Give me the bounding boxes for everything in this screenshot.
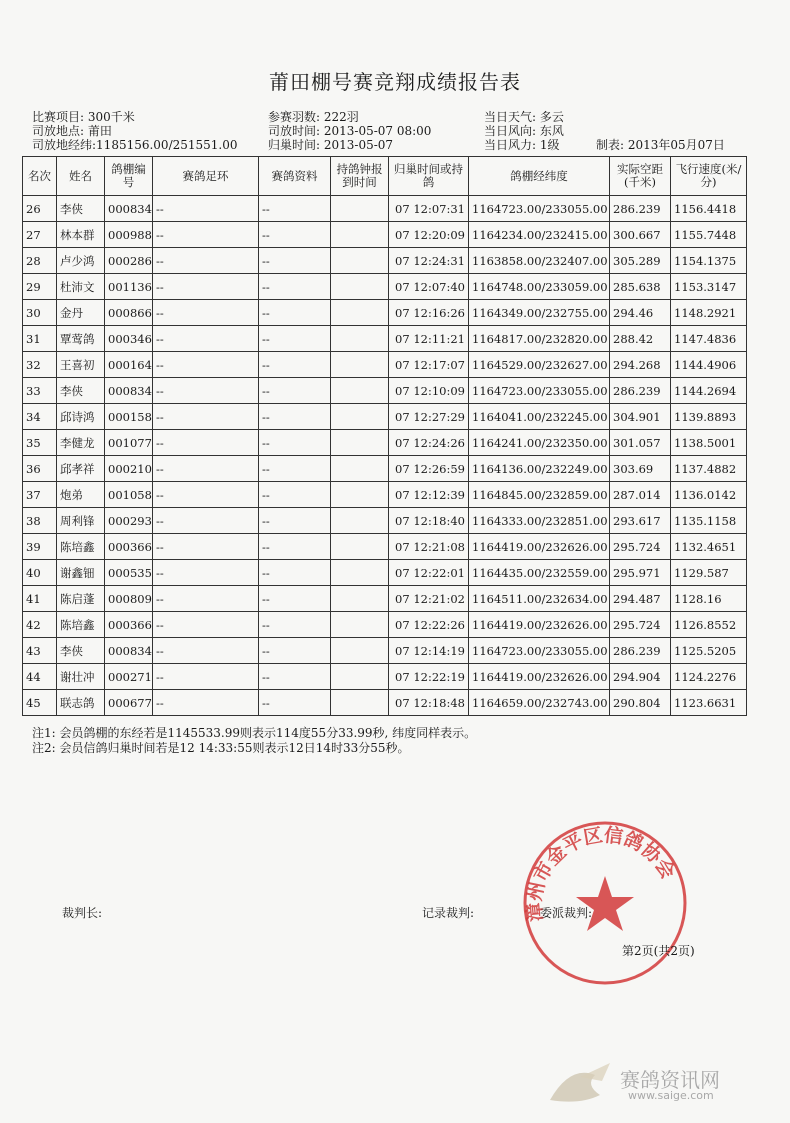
results-body: [23, 196, 747, 716]
table-cell: 32: [23, 352, 57, 378]
table-cell: 1164817.00/232820.00: [469, 326, 610, 352]
table-cell: 周利锋: [57, 508, 105, 534]
table-cell: --: [259, 508, 331, 534]
table-cell: 1164511.00/232634.00: [469, 586, 610, 612]
table-cell: 陈启蓬: [57, 586, 105, 612]
table-cell: 000677: [105, 690, 153, 716]
table-cell: 李侠: [57, 378, 105, 404]
table-cell: 43: [23, 638, 57, 664]
table-cell: 1164419.00/232626.00: [469, 534, 610, 560]
table-cell: --: [153, 274, 259, 300]
table-cell: 07 12:07:31: [389, 196, 469, 222]
table-cell: 1164748.00/233059.00: [469, 274, 610, 300]
seal-text: 漳州市金平区信鸽协会: [523, 824, 679, 923]
table-cell: 07 12:22:01: [389, 560, 469, 586]
table-cell: --: [259, 586, 331, 612]
table-cell: 1156.4418: [671, 196, 747, 222]
table-cell: 1139.8893: [671, 404, 747, 430]
table-row: [23, 326, 747, 352]
table-cell: --: [259, 612, 331, 638]
table-row: [23, 638, 747, 664]
table-row: [23, 352, 747, 378]
table-row: [23, 430, 747, 456]
table-row: [23, 612, 747, 638]
table-cell: 1164349.00/232755.00: [469, 300, 610, 326]
col-header: 飞行速度(米/分): [671, 157, 747, 196]
table-cell: 44: [23, 664, 57, 690]
table-cell: 07 12:22:26: [389, 612, 469, 638]
table-cell: 1164659.00/232743.00: [469, 690, 610, 716]
table-cell: 卢少鸿: [57, 248, 105, 274]
table-row: [23, 534, 747, 560]
record-referee-label: 记录裁判:: [422, 906, 475, 920]
table-cell: 邱诗鸿: [57, 404, 105, 430]
table-cell: 07 12:22:19: [389, 664, 469, 690]
table-cell: 285.638: [610, 274, 671, 300]
race-item: 比赛项目: 300千米: [32, 110, 135, 124]
table-cell: --: [153, 248, 259, 274]
table-cell: [331, 534, 389, 560]
table-cell: 41: [23, 586, 57, 612]
table-row: [23, 222, 747, 248]
table-cell: [331, 326, 389, 352]
made-date: 制表: 2013年05月07日: [596, 138, 725, 152]
table-cell: 07 12:24:31: [389, 248, 469, 274]
table-cell: 295.724: [610, 612, 671, 638]
table-cell: 42: [23, 612, 57, 638]
table-cell: 谢壮冲: [57, 664, 105, 690]
table-cell: --: [259, 352, 331, 378]
table-cell: 37: [23, 482, 57, 508]
table-cell: 1136.0142: [671, 482, 747, 508]
table-cell: 07 12:11:21: [389, 326, 469, 352]
table-cell: [331, 430, 389, 456]
table-cell: 000834: [105, 638, 153, 664]
table-cell: 295.724: [610, 534, 671, 560]
table-cell: 1164723.00/233055.00: [469, 378, 610, 404]
table-cell: 26: [23, 196, 57, 222]
table-cell: 000535: [105, 560, 153, 586]
table-row: [23, 378, 747, 404]
table-cell: 1144.4906: [671, 352, 747, 378]
table-cell: 286.239: [610, 638, 671, 664]
table-cell: --: [153, 586, 259, 612]
table-row: [23, 248, 747, 274]
table-cell: 07 12:26:59: [389, 456, 469, 482]
table-cell: --: [153, 352, 259, 378]
table-cell: --: [259, 274, 331, 300]
table-cell: 07 12:20:09: [389, 222, 469, 248]
table-row: [23, 508, 747, 534]
table-cell: [331, 586, 389, 612]
table-cell: 000346: [105, 326, 153, 352]
table-cell: 1164419.00/232626.00: [469, 612, 610, 638]
table-cell: 1164419.00/232626.00: [469, 664, 610, 690]
table-cell: --: [259, 326, 331, 352]
col-header: 姓名: [57, 157, 105, 196]
release-place: 司放地点: 莆田: [32, 124, 112, 138]
table-cell: --: [153, 638, 259, 664]
table-cell: --: [259, 456, 331, 482]
table-cell: --: [259, 248, 331, 274]
table-cell: --: [259, 638, 331, 664]
table-cell: [331, 638, 389, 664]
table-cell: 1123.6631: [671, 690, 747, 716]
table-cell: --: [259, 222, 331, 248]
table-cell: --: [153, 534, 259, 560]
table-cell: 35: [23, 430, 57, 456]
page-number: 第2页(共2页): [622, 944, 695, 958]
table-cell: --: [259, 534, 331, 560]
table-cell: --: [153, 430, 259, 456]
table-cell: 1164241.00/232350.00: [469, 430, 610, 456]
col-header: 归巢时间或持鸽: [389, 157, 469, 196]
return-date: 归巢时间: 2013-05-07: [268, 138, 394, 152]
table-cell: 000366: [105, 612, 153, 638]
table-cell: 1164333.00/232851.00: [469, 508, 610, 534]
table-cell: 000293: [105, 508, 153, 534]
table-cell: [331, 560, 389, 586]
note-2: 注2: 会员信鸽归巢时间若是12 14:33:55则表示12日14时33分55秒。: [32, 741, 410, 755]
watermark-url: www.saige.com: [628, 1089, 714, 1102]
table-cell: 286.239: [610, 196, 671, 222]
table-cell: [331, 456, 389, 482]
col-header: 赛鸽资料: [259, 157, 331, 196]
table-cell: --: [153, 222, 259, 248]
table-cell: [331, 404, 389, 430]
table-cell: --: [259, 664, 331, 690]
table-cell: 1147.4836: [671, 326, 747, 352]
table-row: [23, 274, 747, 300]
col-header: 赛鸽足环: [153, 157, 259, 196]
table-cell: --: [153, 482, 259, 508]
table-cell: 林本群: [57, 222, 105, 248]
col-header: 实际空距(千米): [610, 157, 671, 196]
table-cell: 1163858.00/232407.00: [469, 248, 610, 274]
table-cell: 301.057: [610, 430, 671, 456]
table-cell: 288.42: [610, 326, 671, 352]
table-cell: 李健龙: [57, 430, 105, 456]
table-cell: 07 12:21:08: [389, 534, 469, 560]
table-cell: 07 12:16:26: [389, 300, 469, 326]
table-cell: 000809: [105, 586, 153, 612]
official-seal: [520, 818, 690, 988]
table-cell: 联志鸽: [57, 690, 105, 716]
table-cell: 1164136.00/232249.00: [469, 456, 610, 482]
results-table: [22, 156, 747, 716]
watermark-site-name: 赛鸽资讯网: [620, 1068, 720, 1092]
table-cell: 1155.7448: [671, 222, 747, 248]
table-cell: [331, 222, 389, 248]
table-cell: --: [153, 378, 259, 404]
table-cell: 1144.2694: [671, 378, 747, 404]
table-row: [23, 196, 747, 222]
table-cell: 07 12:14:19: [389, 638, 469, 664]
table-cell: --: [153, 326, 259, 352]
wind-force: 当日风力: 1级: [484, 138, 560, 152]
table-cell: --: [153, 300, 259, 326]
table-cell: 1125.5205: [671, 638, 747, 664]
table-cell: 294.904: [610, 664, 671, 690]
table-cell: 覃莺鸽: [57, 326, 105, 352]
table-cell: 07 12:10:09: [389, 378, 469, 404]
table-cell: 07 12:18:40: [389, 508, 469, 534]
table-row: [23, 586, 747, 612]
table-cell: 1148.2921: [671, 300, 747, 326]
appointed-referee-label: 委派裁判:: [540, 906, 593, 920]
table-cell: 1164435.00/232559.00: [469, 560, 610, 586]
table-row: [23, 482, 747, 508]
col-header: 名次: [23, 157, 57, 196]
table-cell: --: [153, 612, 259, 638]
table-cell: 001058: [105, 482, 153, 508]
table-cell: 000834: [105, 378, 153, 404]
table-cell: 000158: [105, 404, 153, 430]
table-cell: 304.901: [610, 404, 671, 430]
table-row: [23, 664, 747, 690]
table-cell: 07 12:21:02: [389, 586, 469, 612]
table-cell: [331, 300, 389, 326]
table-cell: 1164234.00/232415.00: [469, 222, 610, 248]
weather: 当日天气: 多云: [484, 110, 564, 124]
table-cell: 1164723.00/233055.00: [469, 638, 610, 664]
table-cell: 陈培鑫: [57, 534, 105, 560]
table-cell: 293.617: [610, 508, 671, 534]
table-cell: --: [259, 378, 331, 404]
table-cell: 金丹: [57, 300, 105, 326]
table-cell: 295.971: [610, 560, 671, 586]
table-cell: 1154.1375: [671, 248, 747, 274]
table-cell: [331, 508, 389, 534]
release-coords: 司放地经纬:1185156.00/251551.00: [32, 138, 238, 152]
table-cell: 1153.3147: [671, 274, 747, 300]
table-cell: 谢鑫钿: [57, 560, 105, 586]
table-header-row: [23, 157, 747, 196]
table-cell: [331, 664, 389, 690]
table-cell: 27: [23, 222, 57, 248]
table-cell: 36: [23, 456, 57, 482]
table-cell: 1164723.00/233055.00: [469, 196, 610, 222]
table-cell: 001077: [105, 430, 153, 456]
table-cell: 炮弟: [57, 482, 105, 508]
table-cell: --: [259, 300, 331, 326]
table-cell: --: [259, 196, 331, 222]
table-cell: [331, 274, 389, 300]
table-cell: 000988: [105, 222, 153, 248]
table-cell: 001136: [105, 274, 153, 300]
table-cell: 286.239: [610, 378, 671, 404]
table-cell: 1138.5001: [671, 430, 747, 456]
table-cell: 303.69: [610, 456, 671, 482]
table-cell: [331, 690, 389, 716]
table-cell: [331, 482, 389, 508]
entries-count: 参赛羽数: 222羽: [268, 110, 359, 124]
table-cell: 1124.2276: [671, 664, 747, 690]
table-row: [23, 300, 747, 326]
table-cell: --: [259, 404, 331, 430]
table-cell: 1164041.00/232245.00: [469, 404, 610, 430]
table-cell: 07 12:07:40: [389, 274, 469, 300]
table-cell: 000164: [105, 352, 153, 378]
table-cell: --: [259, 690, 331, 716]
table-cell: --: [153, 664, 259, 690]
table-row: [23, 404, 747, 430]
table-cell: 陈培鑫: [57, 612, 105, 638]
table-cell: 29: [23, 274, 57, 300]
table-cell: 000271: [105, 664, 153, 690]
table-cell: --: [153, 560, 259, 586]
table-cell: 287.014: [610, 482, 671, 508]
table-cell: 07 12:17:07: [389, 352, 469, 378]
table-cell: 李侠: [57, 196, 105, 222]
table-cell: 30: [23, 300, 57, 326]
table-cell: 07 12:27:29: [389, 404, 469, 430]
table-cell: 1129.587: [671, 560, 747, 586]
table-cell: [331, 378, 389, 404]
table-cell: 38: [23, 508, 57, 534]
table-cell: --: [259, 482, 331, 508]
table-cell: 1126.8552: [671, 612, 747, 638]
table-cell: 1164845.00/232859.00: [469, 482, 610, 508]
col-header: 持鸽钟报到时间: [331, 157, 389, 196]
table-cell: 王喜初: [57, 352, 105, 378]
table-cell: 07 12:18:48: [389, 690, 469, 716]
table-cell: [331, 196, 389, 222]
table-cell: 45: [23, 690, 57, 716]
table-cell: 290.804: [610, 690, 671, 716]
referee-chief-label: 裁判长:: [62, 906, 103, 920]
table-cell: 300.667: [610, 222, 671, 248]
table-cell: 000210: [105, 456, 153, 482]
table-cell: 294.268: [610, 352, 671, 378]
table-cell: --: [259, 560, 331, 586]
col-header: 鸽棚编号: [105, 157, 153, 196]
table-cell: 294.46: [610, 300, 671, 326]
table-cell: 杜沛文: [57, 274, 105, 300]
note-1: 注1: 会员鸽棚的东经若是1145533.99则表示114度55分33.99秒, 纬度同样表示。: [32, 726, 477, 740]
table-cell: 07 12:12:39: [389, 482, 469, 508]
table-cell: 07 12:24:26: [389, 430, 469, 456]
table-cell: 33: [23, 378, 57, 404]
table-cell: [331, 612, 389, 638]
release-time: 司放时间: 2013-05-07 08:00: [268, 124, 432, 138]
table-cell: 1164529.00/232627.00: [469, 352, 610, 378]
table-cell: --: [153, 196, 259, 222]
table-cell: 1128.16: [671, 586, 747, 612]
table-cell: --: [259, 430, 331, 456]
table-row: [23, 560, 747, 586]
table-cell: 000286: [105, 248, 153, 274]
table-cell: 1137.4882: [671, 456, 747, 482]
table-cell: 294.487: [610, 586, 671, 612]
wind-direction: 当日风向: 东风: [484, 124, 564, 138]
table-cell: 34: [23, 404, 57, 430]
table-cell: [331, 352, 389, 378]
table-cell: --: [153, 690, 259, 716]
col-header: 鸽棚经纬度: [469, 157, 610, 196]
report-title: 莆田棚号赛竞翔成绩报告表: [269, 70, 521, 94]
table-cell: --: [153, 508, 259, 534]
table-cell: --: [153, 404, 259, 430]
table-cell: 28: [23, 248, 57, 274]
table-cell: 000866: [105, 300, 153, 326]
table-cell: 1132.4651: [671, 534, 747, 560]
table-cell: 39: [23, 534, 57, 560]
table-cell: 40: [23, 560, 57, 586]
table-cell: 31: [23, 326, 57, 352]
table-row: [23, 690, 747, 716]
table-cell: [331, 248, 389, 274]
table-cell: 000834: [105, 196, 153, 222]
table-cell: 305.289: [610, 248, 671, 274]
table-cell: 邱孝祥: [57, 456, 105, 482]
table-row: [23, 456, 747, 482]
table-cell: --: [153, 456, 259, 482]
table-cell: 000366: [105, 534, 153, 560]
table-cell: 1135.1158: [671, 508, 747, 534]
table-cell: 李侠: [57, 638, 105, 664]
